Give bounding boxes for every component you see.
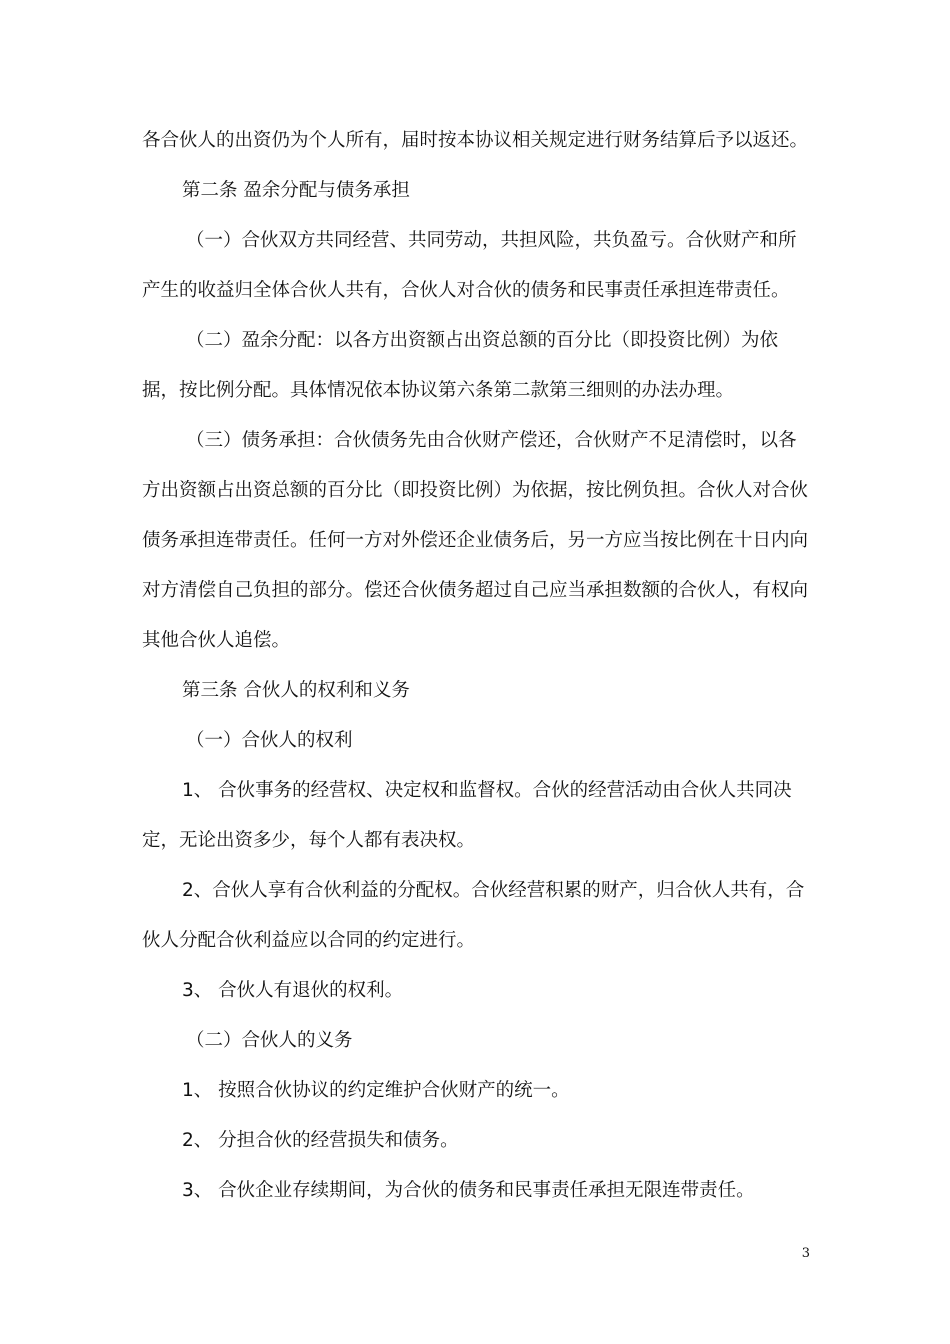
- obligations-item-2: 2、 分担合伙的经营损失和债务。: [182, 1130, 459, 1151]
- paragraph-2-2-surplus-distribution: （二）盈余分配：以各方出资额占出资总额的百分比（即投资比例）为依据，按比例分配。具体情况依本协议第六条第二款第三细则的办法办理。: [142, 330, 779, 401]
- rights-item-1: 1、 合伙事务的经营权、决定权和监督权。合伙的经营活动由合伙人共同决定，无论出资多少，每个人都有表决权。: [142, 780, 792, 851]
- page-number: 3: [801, 1246, 810, 1261]
- rights-item-3: 3、 合伙人有退伙的权利。: [182, 980, 404, 1001]
- paragraph-2-1-joint-operation: （一）合伙双方共同经营、共同劳动，共担风险，共负盈亏。合伙财产和所产生的收益归全体合伙人共有，合伙人对合伙的债务和民事责任承担连带责任。: [142, 230, 797, 301]
- article-2-heading: 第二条 盈余分配与债务承担: [182, 180, 410, 201]
- section-3-2-obligations-heading: （二）合伙人的义务: [186, 1030, 353, 1051]
- section-3-1-rights-heading: （一）合伙人的权利: [186, 730, 353, 751]
- paragraph-2-3-debt-bearing: （三）债务承担：合伙债务先由合伙财产偿还，合伙财产不足清偿时，以各方出资额占出资总额的百分比（即投资比例）为依据，按比例负担。合伙人对合伙债务承担连带责任。任何一方对外偿还企业债务后，另一方应当按比例在十日内向对方清偿自己负担的部分。偿还合伙债务超过自己应当承担数额的合伙人，有权向其他合伙人追偿。: [142, 430, 809, 651]
- paragraph-capital-return: 各合伙人的出资仍为个人所有，届时按本协议相关规定进行财务结算后予以返还。: [142, 130, 809, 151]
- obligations-item-1: 1、 按照合伙协议的约定维护合伙财产的统一。: [182, 1080, 570, 1101]
- article-3-heading: 第三条 合伙人的权利和义务: [182, 680, 410, 701]
- rights-item-2: 2、合伙人享有合伙利益的分配权。合伙经营积累的财产，归合伙人共有，合伙人分配合伙利益应以合同的约定进行。: [142, 880, 805, 951]
- obligations-item-3: 3、 合伙企业存续期间，为合伙的债务和民事责任承担无限连带责任。: [182, 1180, 755, 1201]
